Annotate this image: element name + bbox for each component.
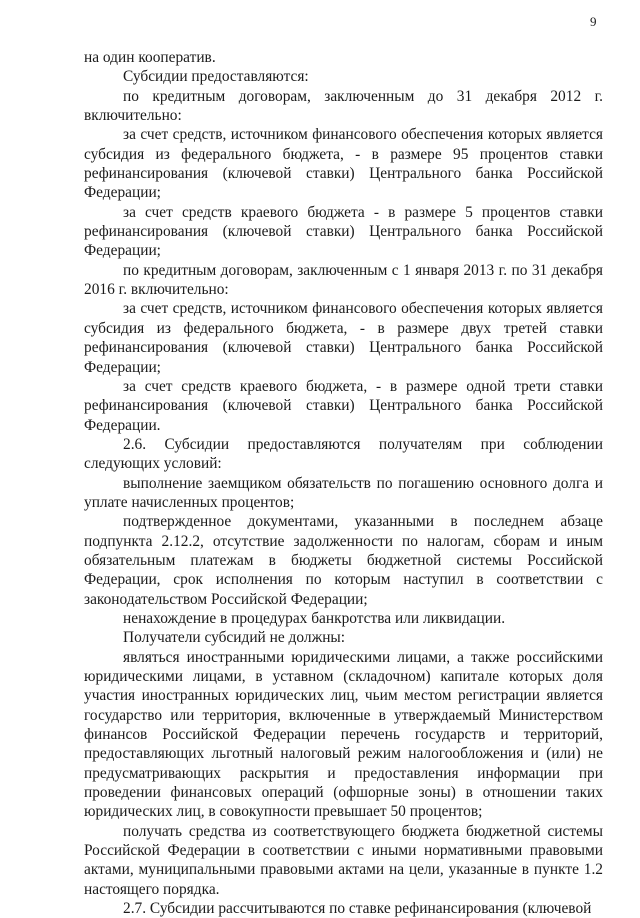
paragraph: являться иностранными юридическими лицами, а также российскими юридическими лицами, в уставном (складочном) капитале которых доля участия иностранных юридических лиц, чьим местом регистрации является государство или территория, включенные в утверждаемый Министерством финансов Российской Федерации перечень государств и территорий, предоставляющих льготный налоговый режим налогообложения и (или) не предусматривающих раскрытия и предоставления информации при проведении финансовых операций (офшорные зоны) в отношении таких юридических лиц, в совокупности превышает 50 процентов;: [84, 648, 603, 821]
paragraph: Получатели субсидий не должны:: [123, 629, 346, 647]
paragraph: за счет средств, источником финансового обеспечения которых является субсидия из федерального бюджета, - в размере 95 процентов ставки рефинансирования (ключевой ставки) Центрального банка Российской Федерации;: [84, 126, 603, 202]
paragraph: за счет средств краевого бюджета - в размере 5 процентов ставки рефинансирования (ключевой ставки) Центрального банка Российской Федерации;: [84, 203, 603, 260]
paragraph: за счет средств краевого бюджета, - в размере одной трети ставки рефинансирования (ключевой ставки) Центрального банка Российской Федерации.: [84, 377, 603, 434]
paragraph: 2.7. Субсидии рассчитываются по ставке рефинансирования (ключевой: [123, 900, 592, 918]
paragraph: по кредитным договорам, заключенным с 1 января 2013 г. по 31 декабря 2016 г. включительно:: [84, 261, 603, 299]
paragraph: подтвержденное документами, указанными в последнем абзаце подпункта 2.12.2, отсутствие задолженности по налогам, сборам и иным обязательным платежам в бюджеты бюджетной системы Российской Федерации, срок исполнения по которым наступил в соответствии с законодательством Российской Федерации;: [84, 513, 603, 608]
paragraph: ненахождение в процедурах банкротства или ликвидации.: [123, 609, 506, 627]
paragraph: за счет средств, источником финансового обеспечения которых является субсидия из федерального бюджета, - в размере двух третей ставки рефинансирования (ключевой ставки) Центрального банка Российской Федерации;: [84, 300, 603, 376]
paragraph: на один кооператив.: [84, 49, 216, 66]
paragraph: получать средства из соответствующего бюджета бюджетной системы Российской Федерации в соответствии с иными нормативными правовыми актами, муниципальными правовыми актами на цели, указанные в пункте 1.2 настоящего порядка.: [84, 822, 603, 898]
paragraph: Субсидии предоставляются:: [123, 68, 309, 86]
paragraph: 2.6. Субсидии предоставляются получателям при соблюдении следующих условий:: [84, 435, 603, 473]
page-number: 9: [590, 14, 597, 29]
paragraph: выполнение заемщиком обязательств по погашению основного долга и уплате начисленных процентов;: [84, 474, 603, 511]
paragraph: по кредитным договорам, заключенным до 31 декабря 2012 г. включительно:: [84, 87, 603, 125]
document-body: [84, 48, 603, 918]
